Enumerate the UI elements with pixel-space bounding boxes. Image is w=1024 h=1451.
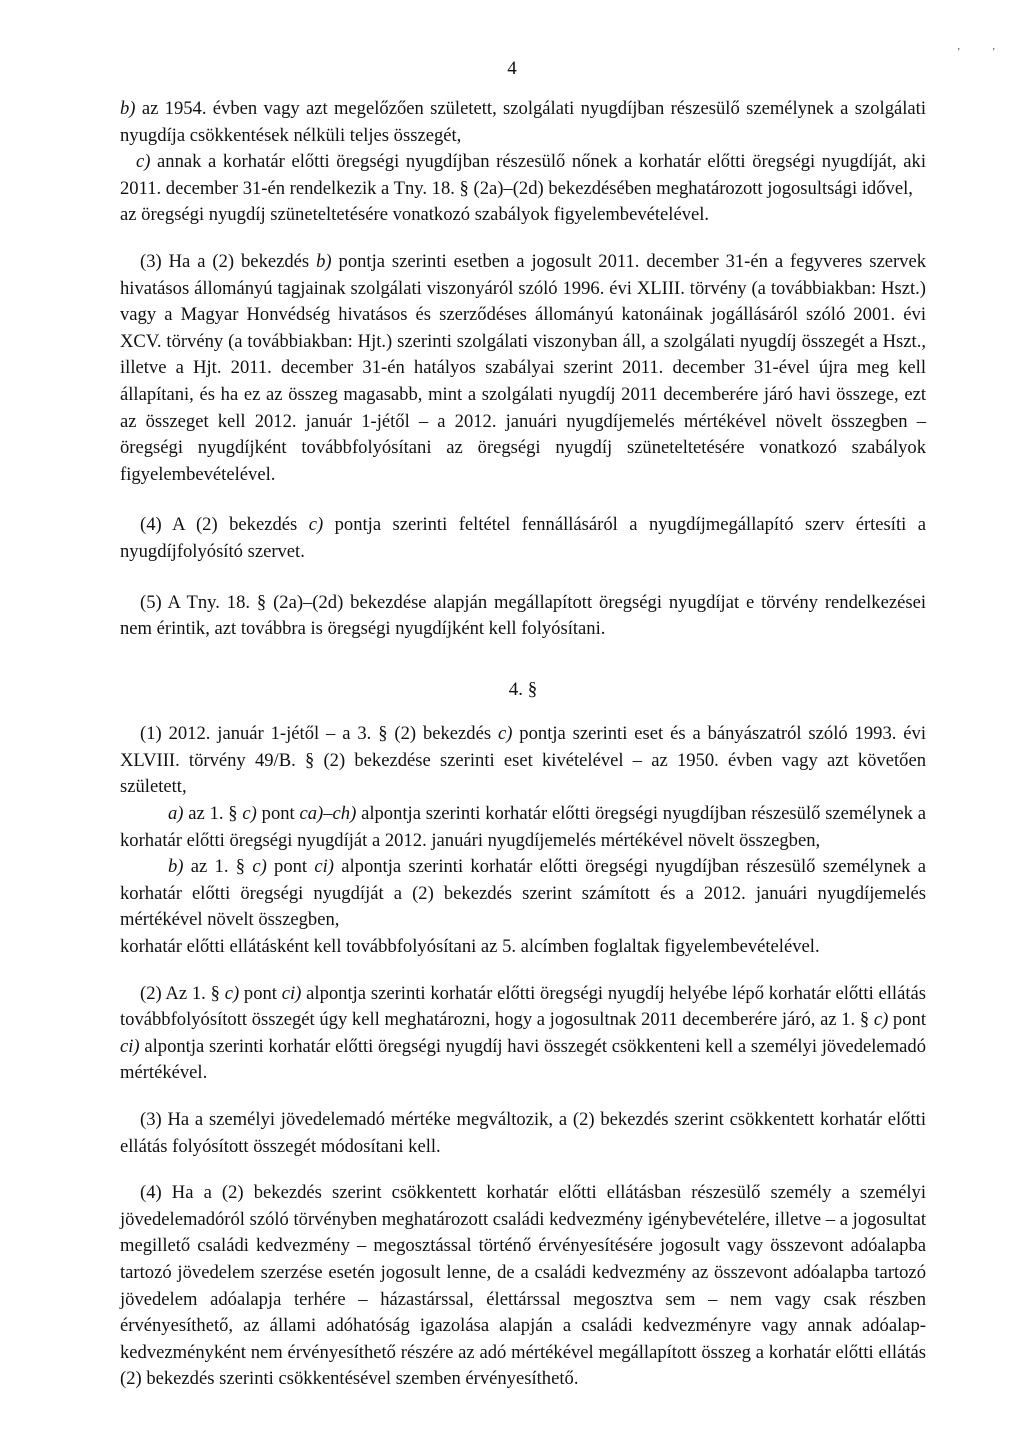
paragraph-c	[120, 149, 926, 202]
paragraph-text: (2) Az 1. §	[140, 982, 225, 1004]
paragraph-4	[120, 512, 926, 565]
paragraph-4-3: (3) Ha a személyi jövedelemadó mértéke megváltozik, a (2) bekezdés szerint csökkentett korhatár előtti ellátás folyósított összegét módosítani kell.	[120, 1109, 926, 1157]
item-label: c)	[252, 856, 267, 878]
item-label: c)	[497, 723, 513, 745]
paragraph-text: pontja szerinti eset és a bányászatról szóló 1993. évi XLVIII. törvény 49/B. § (2) bekezdése szerinti eset kivételével – az 1950. évben vagy azt követően született,	[120, 723, 926, 798]
section-heading: 4. §	[508, 678, 538, 700]
item-label: ci)	[120, 1035, 140, 1057]
page-number: 4	[507, 58, 517, 79]
paragraph-4-2	[120, 981, 926, 1087]
paragraph-text: pont	[239, 982, 282, 1004]
paragraph-3	[120, 249, 926, 488]
paragraph-text: pontja szerinti esetben a jogosult 2011. december 31-én a fegyveres szervek hivatásos állományú tagjainak szolgálati viszonyáról szóló 1996. évi XLIII. törvény (a továbbiakban: Hszt.) vagy a Magyar Honvédség hivatásos és szerződéses állományú katonáinak jogállásáról szóló 2001. évi XCV. törvény (a továbbiakban: Hjt.) szerinti szolgálati viszonyban áll, a szolgálati nyugdíj összegét a Hszt., illetve a Hjt. 2011. december 31-én hatályos szabályai szerint 2011. december 31-ével újra meg kell állapítani, és ha ez az összeg magasabb, mint a szolgálati nyugdíj 2011 decemberére járó havi összege, ezt az összeget kell 2012. január 1-jétől – a 2012. januári nyugdíjemelés mértékével növelt összegben – öregségi nyugdíjként továbbfolyósítani az öregségi nyugdíj szüneteltetésére vonatkozó szabályok figyelembevételével.	[120, 250, 926, 485]
item-label: c)	[873, 1009, 889, 1031]
item-label: c)	[224, 982, 240, 1004]
item-label: c)	[242, 803, 257, 825]
paragraph-text: az 1954. évben vagy azt megelőzően született, szolgálati nyugdíjban részesülő személynek a szolgálati nyugdíja csökkentések nélküli teljes összegét,	[120, 98, 926, 146]
paragraph-text: (3) Ha a (2) bekezdés	[140, 250, 317, 272]
paragraph-4-1-a	[120, 801, 926, 854]
paragraph-closing: az öregségi nyugdíj szüneteltetésére vonatkozó szabályok figyelembevételével.	[120, 204, 710, 226]
document-body	[120, 96, 926, 1393]
paragraph-text: (1) 2012. január 1-jétől – a 3. § (2) bekezdés	[140, 723, 498, 745]
paragraph-text: az 1. §	[183, 803, 243, 825]
paragraph-b	[120, 96, 926, 149]
item-label: ci)	[314, 856, 334, 878]
item-label: c)	[308, 514, 324, 536]
paragraph-4-1-closing: korhatár előtti ellátásként kell továbbfolyósítani az 5. alcímben foglaltak figyelembevételével.	[120, 936, 820, 958]
item-label: b)	[316, 250, 332, 272]
item-label: c)	[136, 151, 151, 173]
paragraph-4-1-b	[120, 854, 926, 934]
paragraph-text: az 1. §	[183, 856, 253, 878]
paragraph-text: pont	[266, 856, 315, 878]
item-label: b)	[120, 98, 136, 119]
paragraph-text: alpontja szerinti korhatár előtti öregségi nyugdíjban részesülő személynek a korhatár előtti öregségi nyugdíját a (2) bekezdés szerint számított és a 2012. januári nyugdíjemelés mértékével növelt összegben,	[120, 856, 926, 931]
paragraph-5: (5) A Tny. 18. § (2a)–(2d) bekezdése alapján megállapított öregségi nyugdíjat e törvény rendelkezései nem érintik, azt továbbra is öregségi nyugdíjként kell folyósítani.	[120, 591, 926, 640]
paragraph-text: pont	[888, 1009, 926, 1031]
scan-mark: ʼ	[992, 47, 996, 58]
item-label: b)	[168, 856, 184, 878]
item-label: ca)–ch)	[299, 803, 357, 825]
paragraph-text: alpontja szerinti korhatár előtti öregségi nyugdíjban részesülő személynek a korhatár előtti öregségi nyugdíját a 2012. januári nyugdíjemelés mértékével növelt összegben,	[120, 803, 926, 851]
paragraph-text: pont	[256, 803, 300, 825]
paragraph-4-4: (4) Ha a (2) bekezdés szerint csökkentett korhatár előtti ellátásban részesülő személy a személyi jövedelemadóról szóló törvényben meghatározott családi kedvezmény igénybevételére, illetve – a jogosultat megillető családi kedvezmény – megosztással történő érvényesítésére jogosult vagy összevont adóalapba tartozó jövedelem szerzése esetén jogosult lenne, de a családi kedvezmény az összevont adóalapba tartozó jövedelem adóalapja terhére – házastárssal, élettárssal megosztva sem – nem vagy csak részben érvényesíthető, az állami adóhatóság igazolása alapján a családi kedvezményre vagy annak adóalap-kedvezményként nem érvényesíthető részére az adó mértékével megállapított összeg a korhatár előtti ellátás (2) bekezdés szerinti csökkentésével szemben érvényesíthető.	[120, 1182, 926, 1390]
item-label: a)	[168, 803, 184, 825]
paragraph-text: (4) A (2) bekezdés	[140, 514, 309, 536]
paragraph-text: alpontja szerinti korhatár előtti öregségi nyugdíj havi összegét csökkenteni kell a személyi jövedelemadó mértékével.	[120, 1035, 926, 1084]
paragraph-text: annak a korhatár előtti öregségi nyugdíjban részesülő nőnek a korhatár előtti öregségi nyugdíját, aki 2011. december 31-én rendelkezik a Tny. 18. § (2a)–(2d) bekezdésében meghatározott jogosultsági idővel,	[120, 151, 926, 199]
paragraph-text: alpontja szerinti korhatár előtti öregségi nyugdíj helyébe lépő korhatár előtti ellátás továbbfolyósított összegét úgy kell meghatározni, hogy a jogosultnak 2011 decemberére járó, az 1. §	[120, 982, 927, 1031]
scan-mark: ʼ	[957, 47, 961, 58]
item-label: ci)	[281, 982, 302, 1004]
paragraph-4-1	[120, 721, 926, 801]
paragraph-text: pontja szerinti feltétel fennállásáról a nyugdíjmegállapító szerv értesíti a nyugdíjfolyósító szervet.	[120, 514, 927, 562]
